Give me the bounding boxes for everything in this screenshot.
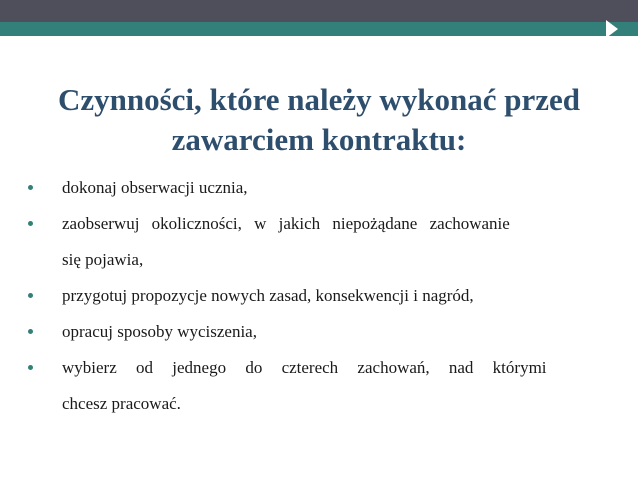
slide-title-line-1: Czynności, które należy wykonać przed [57,82,581,117]
bullet-item [28,170,602,206]
bullet-dot-icon [28,185,33,190]
slide-title-line-2: zawarciem kontraktu: [171,122,467,157]
bullet-item [28,206,602,278]
bullet-dot-icon [28,329,33,334]
bullet-item [28,278,602,314]
bullet-item [28,350,602,422]
bullet-text: przygotuj propozycje nowych zasad, konsekwencji i nagród, [62,286,474,305]
header-band-teal [0,22,638,36]
bullet-text: dokonaj obserwacji ucznia, [62,178,248,197]
header-band-dark [0,0,638,22]
bullet-list [28,170,602,422]
bullet-text [62,350,602,386]
bullet-dot-icon [28,221,33,226]
slide-title [0,80,638,160]
bullet-text: opracuj sposoby wyciszenia, [62,322,257,341]
bullet-text-line: się pojawia, [62,250,144,269]
bullet-text-line: zaobserwuj okoliczności, w jakich niepożądane zachowanie [62,214,510,233]
bullet-dot-icon [28,365,33,370]
bullet-item [28,314,602,350]
bullet-dot-icon [28,293,33,298]
bullet-text-line: chcesz pracować. [62,394,181,413]
bullet-text-line: wybierz od jednego do czterech zachowań, nad którymi [62,358,547,377]
bullet-text [62,206,602,242]
header-band-notch [606,20,618,38]
